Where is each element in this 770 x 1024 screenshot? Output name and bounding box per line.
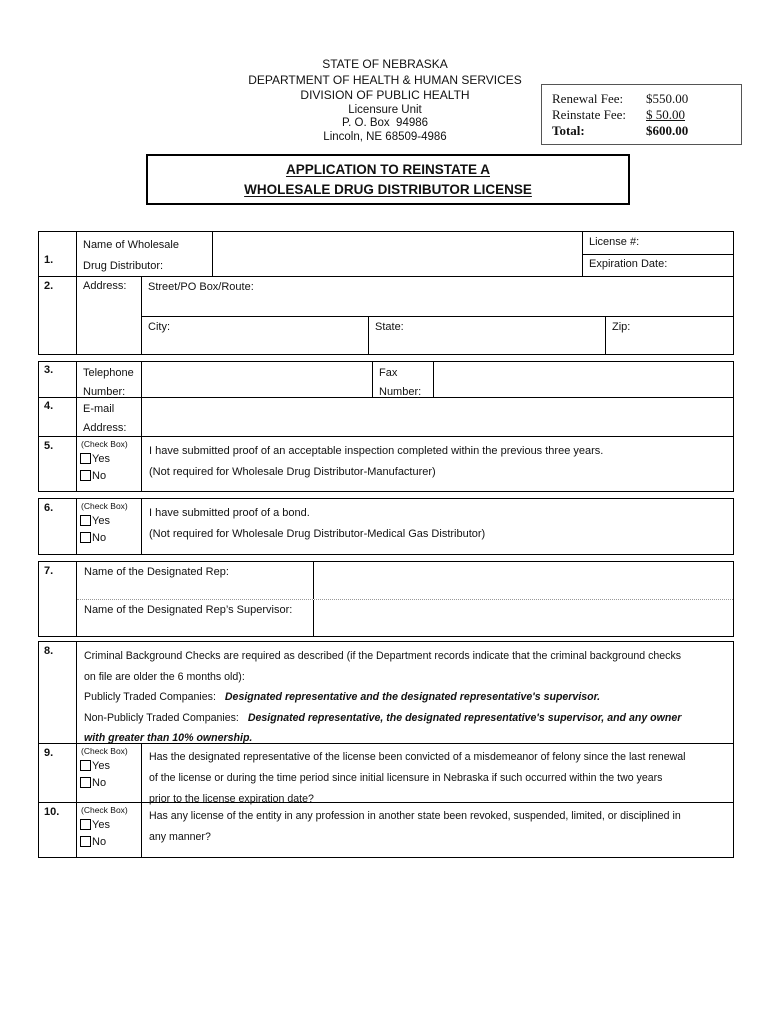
row6-no-checkbox[interactable] <box>80 532 91 543</box>
row9-yes-checkbox[interactable] <box>80 760 91 771</box>
row10-yes-checkbox[interactable] <box>80 819 91 830</box>
city-state-zip-row <box>142 317 733 354</box>
row2-label: Address: <box>77 277 142 354</box>
row8-line1: Criminal Background Checks are required as described (if the Department records indicate that the criminal background checks <box>84 650 682 662</box>
license-number-label: License #: <box>589 236 640 248</box>
city-label: City: <box>148 321 170 333</box>
section-bond <box>38 498 734 555</box>
total-fee-label: Total: <box>552 123 585 138</box>
total-fee-row <box>552 123 741 139</box>
row3-label <box>77 362 142 397</box>
header-city: Lincoln, NE 68509-4986 <box>323 130 447 143</box>
row10-no-label: No <box>92 835 107 848</box>
row6-statement-line2: (Not required for Wholesale Drug Distributor-Medical Gas Distributor) <box>149 528 486 540</box>
row10-number: 10. <box>39 803 77 857</box>
row9-checkbox-cell <box>77 744 142 802</box>
section-contact <box>38 361 734 492</box>
fax-label-line2: Number: <box>379 386 422 398</box>
row10-no-checkbox[interactable] <box>80 836 91 847</box>
renewal-fee-row <box>552 91 741 107</box>
row9-question <box>142 744 733 805</box>
row9-no-label: No <box>92 776 107 789</box>
supervisor-label: Name of the Designated Rep’s Supervisor: <box>77 600 314 637</box>
row5-statement-line2: (Not required for Wholesale Drug Distributor-Manufacturer) <box>149 466 436 478</box>
section-identity <box>38 231 734 355</box>
row-2 <box>39 277 733 354</box>
row8-number: 8. <box>39 642 77 743</box>
supervisor-input[interactable] <box>314 600 733 637</box>
row2-address-block <box>142 277 733 354</box>
row6-yes-checkbox[interactable] <box>80 515 91 526</box>
publicly-traded-requirement: Designated representative and the designated representative's supervisor. <box>224 691 601 703</box>
form-title-line1: APPLICATION TO REINSTATE A <box>285 162 490 177</box>
row6-statement <box>142 499 733 554</box>
row5-statement-line1: I have submitted proof of an acceptable inspection completed within the previous three years. <box>149 445 604 457</box>
row-10 <box>39 803 733 857</box>
header-state: STATE OF NEBRASKA <box>322 57 448 71</box>
non-publicly-traded-requirement: Designated representative, the designated representative's supervisor, and any owner <box>247 711 682 724</box>
expiration-date-cell[interactable] <box>583 255 733 276</box>
state-label: State: <box>375 321 404 333</box>
zip-input-cell[interactable] <box>606 317 733 354</box>
row5-yes-label: Yes <box>92 452 110 465</box>
row9-no-checkbox[interactable] <box>80 777 91 788</box>
email-label-line1: E-mail <box>83 403 115 415</box>
telephone-label-line2: Number: <box>83 386 126 398</box>
row3-number: 3. <box>39 362 77 397</box>
header-unit: Licensure Unit <box>348 103 422 116</box>
row5-no-checkbox[interactable] <box>80 470 91 481</box>
email-label-line2: Address: <box>83 422 127 434</box>
reinstate-fee-label: Reinstate Fee: <box>552 107 627 122</box>
row5-statement <box>142 437 733 491</box>
non-publicly-traded-prefix: Non-Publicly Traded Companies: <box>84 711 239 724</box>
row6-checkbox-caption: (Check Box) <box>81 501 128 511</box>
street-input-cell[interactable] <box>142 277 733 317</box>
row9-line2: of the license or during the time period since initial licensure in Nebraska if such occurred within the two years <box>149 772 663 784</box>
row2-number: 2. <box>39 277 77 354</box>
row6-statement-line1: I have submitted proof of a bond. <box>149 507 310 519</box>
row5-checkbox-caption: (Check Box) <box>81 439 128 449</box>
row8-statement <box>77 642 733 743</box>
row-5 <box>39 437 733 491</box>
row5-number: 5. <box>39 437 77 491</box>
email-input[interactable] <box>142 398 733 436</box>
row10-checkbox-caption: (Check Box) <box>81 805 128 815</box>
row1-number: 1. <box>39 232 77 276</box>
row9-line1: Has the designated representative of the license been convicted of a misdemeanor of felony since the last renewal <box>149 751 686 763</box>
zip-label: Zip: <box>612 321 631 333</box>
row10-checkbox-cell <box>77 803 142 857</box>
header-department: DEPARTMENT OF HEALTH & HUMAN SERVICES <box>248 72 522 87</box>
row-7 <box>39 562 733 636</box>
header-pobox: P. O. Box 94986 <box>341 117 429 129</box>
row9-yes-label: Yes <box>92 759 110 772</box>
row-6 <box>39 499 733 554</box>
wholesale-name-input[interactable] <box>213 232 583 276</box>
fax-label-line1: Fax <box>379 367 398 379</box>
ownership-requirement: with greater than 10% ownership. <box>84 732 253 744</box>
row6-no-label: No <box>92 531 107 544</box>
section-background-questions <box>38 641 734 858</box>
row10-line2: any manner? <box>149 831 211 843</box>
row-3 <box>39 362 733 398</box>
renewal-fee-label: Renewal Fee: <box>552 91 624 106</box>
expiration-date-label: Expiration Date: <box>589 258 668 270</box>
form-title-line2: WHOLESALE DRUG DISTRIBUTOR LICENSE <box>244 182 532 197</box>
row9-line3: prior to the license expiration date? <box>149 793 314 805</box>
supervisor-row <box>77 600 733 637</box>
row4-label <box>77 398 142 436</box>
row8-line2: on file are older the 6 months old): <box>84 670 245 683</box>
publicly-traded-prefix: Publicly Traded Companies: <box>84 691 216 703</box>
row1-label <box>77 232 213 276</box>
row10-yes-label: Yes <box>92 818 110 831</box>
fee-box <box>541 84 742 145</box>
row7-right-block <box>77 562 733 636</box>
row6-checkbox-cell <box>77 499 142 554</box>
state-input-cell[interactable] <box>369 317 606 354</box>
reinstate-fee-value: $ 50.00 <box>646 107 685 122</box>
renewal-fee-value: $550.00 <box>646 91 689 106</box>
row5-no-label: No <box>92 469 107 482</box>
row1-right-column <box>583 232 733 276</box>
reinstate-fee-row <box>552 107 741 123</box>
designated-rep-row <box>77 562 733 600</box>
row10-line1: Has any license of the entity in any profession in another state been revoked, suspended, limited, or disciplined in <box>149 810 681 822</box>
agency-header <box>185 57 585 144</box>
street-label: Street/PO Box/Route: <box>148 281 254 293</box>
telephone-label-line1: Telephone <box>83 367 134 379</box>
designated-rep-input[interactable] <box>314 562 733 599</box>
section-designated-rep <box>38 561 734 637</box>
row8-line4 <box>84 708 729 729</box>
row9-checkbox-caption: (Check Box) <box>81 746 128 756</box>
fax-input[interactable] <box>434 362 733 397</box>
row7-number: 7. <box>39 562 77 636</box>
row4-number: 4. <box>39 398 77 436</box>
row5-checkbox-cell <box>77 437 142 491</box>
license-number-cell[interactable] <box>583 232 733 255</box>
row6-number: 6. <box>39 499 77 554</box>
row-4 <box>39 398 733 437</box>
row5-yes-checkbox[interactable] <box>80 453 91 464</box>
designated-rep-label: Name of the Designated Rep: <box>77 562 314 599</box>
row1-label-line1: Name of Wholesale <box>83 239 179 251</box>
row-1 <box>39 232 733 277</box>
form-title-box <box>146 154 630 205</box>
row8-line3 <box>84 687 729 708</box>
row9-number: 9. <box>39 744 77 802</box>
header-division: DIVISION OF PUBLIC HEALTH <box>300 88 470 102</box>
row10-question <box>142 803 733 857</box>
city-input-cell[interactable] <box>142 317 369 354</box>
row-8 <box>39 642 733 744</box>
row-9 <box>39 744 733 803</box>
total-fee-value: $600.00 <box>646 123 689 138</box>
row1-label-line2: Drug Distributor: <box>83 260 164 272</box>
telephone-input[interactable] <box>142 362 373 397</box>
row6-yes-label: Yes <box>92 514 110 527</box>
fax-label <box>373 362 434 397</box>
